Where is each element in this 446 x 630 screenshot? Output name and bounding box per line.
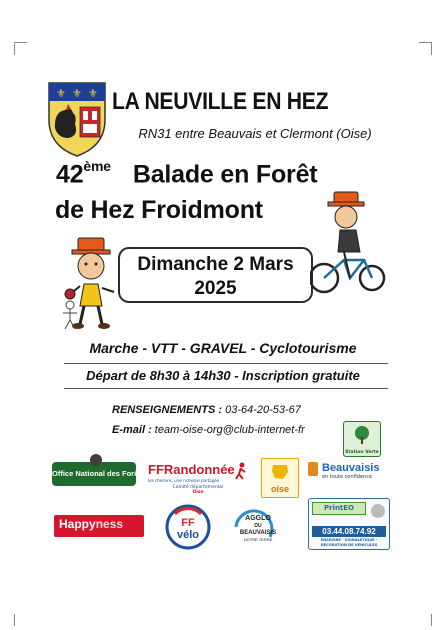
departure-info: Départ de 8h30 à 14h30 - Inscription gratuite bbox=[86, 368, 360, 383]
onf-tree-icon bbox=[90, 454, 102, 466]
onf-logo: Office National des Forêts bbox=[52, 462, 136, 486]
activities-list: Marche - VTT - GRAVEL - Cyclotourisme bbox=[89, 340, 357, 356]
svg-text:⚜: ⚜ bbox=[56, 87, 66, 100]
email-line bbox=[112, 424, 305, 436]
svg-text:⚜: ⚜ bbox=[72, 87, 82, 100]
ffvelo-ff: FF bbox=[181, 517, 195, 529]
oise-department-logo: oise bbox=[261, 458, 299, 498]
ffvelo-velo: vélo bbox=[176, 529, 200, 541]
svg-text:⚜: ⚜ bbox=[88, 87, 98, 100]
happyness-logo: Happyness Le Hebdo de l'Oise bbox=[54, 515, 144, 537]
divider-bottom bbox=[64, 388, 388, 389]
printeo-services: ENSEIGNE - SIGNALETIQUE - DECORATION DE VEHICULES bbox=[320, 538, 378, 547]
divider-top bbox=[64, 363, 388, 364]
printeo-phone: 03.44.08.74.92 bbox=[312, 526, 386, 537]
printeo-logo bbox=[308, 498, 390, 550]
ffr-name: FFRandonnée bbox=[148, 462, 235, 477]
printer-icon bbox=[371, 504, 385, 518]
beauvaisis-mark-icon bbox=[308, 462, 318, 476]
svg-text:AGGLO: AGGLO bbox=[245, 515, 271, 522]
email-label: E-mail : bbox=[112, 424, 152, 436]
edition-number: 42 bbox=[56, 160, 84, 189]
info-line bbox=[112, 404, 301, 416]
crop-mark bbox=[419, 614, 432, 626]
hiker-icon bbox=[234, 462, 248, 480]
svg-text:NOTRE TERRE: NOTRE TERRE bbox=[243, 537, 273, 542]
printeo-brand: PrintEO bbox=[312, 502, 366, 515]
cyclist-illustration-icon bbox=[310, 190, 386, 300]
svg-text:BEAUVAISIS: BEAUVAISIS bbox=[239, 530, 277, 536]
phone-number[interactable]: 03-64-20-53-67 bbox=[225, 404, 301, 416]
crop-mark bbox=[14, 42, 27, 55]
event-title-line1 bbox=[56, 160, 317, 189]
station-verte-logo: Station Verte bbox=[343, 421, 381, 457]
event-date-year: 2025 bbox=[194, 278, 237, 299]
printer-fineprint bbox=[384, 236, 392, 356]
figure-sketch-icon bbox=[60, 300, 80, 330]
coat-of-arms-icon bbox=[46, 80, 108, 158]
event-name-line2: de Hez Froidmont bbox=[55, 196, 263, 224]
town-title: LA NEUVILLE EN HEZ bbox=[112, 88, 329, 115]
event-date-box bbox=[118, 247, 313, 303]
email-address[interactable]: team-oise-org@club-internet-fr bbox=[154, 424, 305, 436]
crop-mark bbox=[14, 614, 27, 626]
crop-mark bbox=[419, 42, 432, 55]
event-name-line1: Balade en Forêt bbox=[132, 160, 318, 189]
agglo-beauvaisis-logo bbox=[230, 505, 282, 549]
info-label: RENSEIGNEMENTS : bbox=[112, 404, 223, 416]
location-subtitle: RN31 entre Beauvais et Clermont (Oise) bbox=[138, 126, 372, 141]
event-date-day: Dimanche 2 Mars bbox=[137, 254, 294, 275]
ffrandonnee-logo: FFRandonnée les chemins, une richesse partagée Comité départemental Oise bbox=[148, 462, 248, 500]
beauvaisis-logo: Beauvaisis en toute confidence bbox=[308, 462, 392, 492]
edition-suffix: ème bbox=[83, 158, 111, 174]
tree-icon bbox=[352, 425, 372, 445]
oise-shape-icon bbox=[270, 463, 290, 481]
svg-text:DU: DU bbox=[254, 523, 262, 529]
ffvelo-logo bbox=[165, 504, 211, 550]
